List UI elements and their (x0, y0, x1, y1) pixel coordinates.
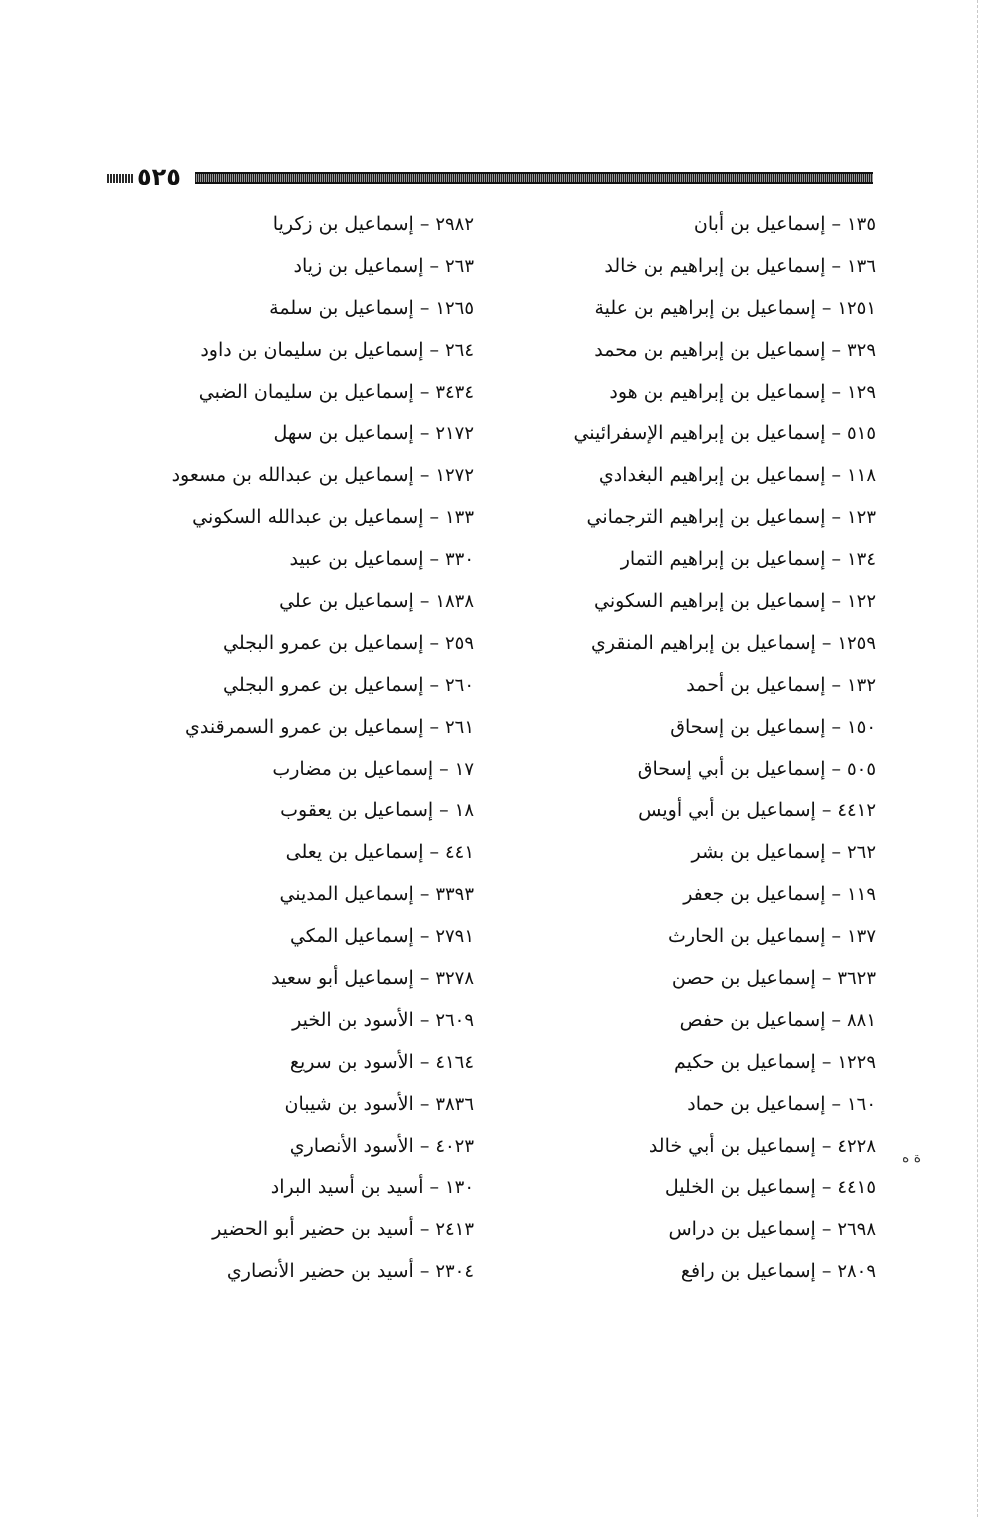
entry-number: ٣٨٣٦ (435, 1093, 474, 1115)
entry-number: ١١٩ (846, 884, 876, 906)
entry-number: ١٨ (454, 800, 474, 822)
entry-dash: – (439, 799, 449, 822)
entry-name: الأسود بن الخير (292, 1008, 414, 1031)
entry-dash: – (419, 1218, 430, 1241)
index-entry (546, 1126, 876, 1168)
entry-name: إسماعيل بن إبراهيم الترجماني (586, 506, 826, 529)
index-entry (546, 372, 876, 414)
entry-number: ٥١٥ (846, 423, 876, 445)
entry-number: ٢٦٢ (846, 842, 876, 864)
entry-name: إسماعيل المديني (279, 883, 414, 906)
entry-number: ١٣٤ (846, 549, 876, 571)
index-entry (546, 455, 876, 497)
index-entry (154, 1000, 474, 1042)
entry-number: ١٣٦ (846, 255, 876, 277)
entry-name: إسماعيل بن أبي أويس (638, 799, 816, 822)
entry-number: ٢٦١ (444, 716, 474, 738)
entry-name: إسماعيل بن إبراهيم السكوني (594, 590, 826, 613)
entry-name: إسماعيل بن أبان (693, 213, 826, 235)
entry-number: ٢٦٠٩ (435, 1009, 474, 1031)
index-entry (546, 413, 876, 455)
entry-name: الأسود الأنصاري (289, 1134, 414, 1157)
entry-dash: – (831, 757, 841, 780)
entry-dash: – (831, 1092, 841, 1115)
index-entry (154, 623, 474, 665)
entry-dash: – (429, 673, 439, 696)
entry-dash: – (429, 1176, 439, 1199)
index-entry (546, 623, 876, 665)
entry-dash: – (419, 380, 430, 403)
entry-dash: – (821, 631, 832, 654)
entry-dash: – (429, 631, 439, 654)
entry-number: ٤٢٢٨ (837, 1135, 876, 1157)
entry-dash: – (831, 548, 841, 571)
index-entry (154, 665, 474, 707)
entry-dash: – (429, 715, 439, 738)
entry-number: ٥٠٥ (846, 758, 876, 780)
index-entry (546, 790, 876, 832)
entry-number: ١٢٦٥ (435, 297, 474, 319)
entry-dash: – (821, 1050, 832, 1073)
entry-name: إسماعيل بن عبيد (289, 548, 424, 571)
entry-name: إسماعيل بن دراس (668, 1218, 816, 1241)
entry-name: إسماعيل بن مضارب (272, 757, 434, 780)
entry-name: إسماعيل بن عبدالله بن مسعود (171, 464, 414, 487)
index-entry (154, 330, 474, 372)
entry-dash: – (419, 1050, 430, 1073)
entry-number: ١٢٩ (846, 381, 876, 403)
entry-number: ٢٨٠٩ (837, 1261, 876, 1283)
entry-name: إسماعيل بن إبراهيم البغدادي (598, 464, 826, 487)
entry-number: ٤٤١ (444, 842, 474, 864)
index-entry (154, 832, 474, 874)
entry-name: إسماعيل بن عمرو السمرقندي (185, 715, 424, 738)
entry-dash: – (419, 1260, 430, 1283)
entry-dash: – (821, 799, 832, 822)
entry-number: ٤١٦٤ (435, 1051, 474, 1073)
entry-name: إسماعيل بن زكريا (272, 213, 414, 235)
entry-number: ٢٩٨٢ (435, 214, 474, 235)
entry-dash: – (419, 422, 430, 445)
index-entry (546, 497, 876, 539)
index-entry (546, 1084, 876, 1126)
entry-dash: – (419, 1092, 430, 1115)
entry-name: الأسود بن شيبان (284, 1092, 414, 1115)
entry-dash: – (831, 254, 841, 277)
index-column-left (154, 204, 474, 1293)
entry-number: ٣٣٠ (444, 549, 474, 571)
entry-number: ١٢٢ (846, 591, 876, 613)
entry-dash: – (821, 1218, 832, 1241)
entry-name: إسماعيل بن إبراهيم الإسفرائيني (573, 422, 826, 445)
entry-dash: – (831, 715, 841, 738)
index-entry (546, 1167, 876, 1209)
index-entry (546, 1209, 876, 1251)
index-entry (154, 790, 474, 832)
entry-number: ١٢٣ (846, 507, 876, 529)
entry-dash: – (429, 506, 439, 529)
entry-number: ١٢٥١ (837, 297, 876, 319)
entry-dash: – (821, 1134, 832, 1157)
entry-name: إسماعيل بن الخليل (664, 1176, 816, 1199)
entry-dash: – (419, 590, 430, 613)
entry-name: إسماعيل بن إسحاق (670, 715, 826, 738)
index-entry (154, 204, 474, 246)
entry-number: ٢٦٩٨ (837, 1219, 876, 1241)
entry-dash: – (419, 925, 430, 948)
entry-number: ٤٤١٥ (837, 1177, 876, 1199)
entry-dash: – (821, 296, 832, 319)
entry-name: أسيد بن أسيد البراد (270, 1176, 424, 1199)
index-entry (154, 916, 474, 958)
index-entry (546, 1042, 876, 1084)
entry-dash: – (419, 1008, 430, 1031)
entry-dash: – (831, 673, 841, 696)
entry-name: إسماعيل بن حكيم (673, 1050, 816, 1073)
entry-number: ١٢٧٢ (435, 465, 474, 487)
entry-name: إسماعيل بن عمرو البجلي (223, 631, 424, 654)
index-entry (546, 330, 876, 372)
index-entry (154, 1209, 474, 1251)
entry-number: ٤٠٢٣ (435, 1135, 474, 1157)
header-ornament (107, 174, 133, 183)
entry-number: ٣٣٩٣ (435, 884, 474, 906)
entry-number: ١٣٣ (444, 507, 474, 529)
index-entry (546, 1251, 876, 1293)
entry-dash: – (831, 841, 841, 864)
index-entry (154, 1126, 474, 1168)
entry-number: ١٢٢٩ (837, 1051, 876, 1073)
entry-dash: – (831, 338, 841, 361)
entry-number: ١٢٥٩ (837, 632, 876, 654)
index-entry (154, 497, 474, 539)
index-entry (546, 874, 876, 916)
entry-name: إسماعيل بن إبراهيم بن خالد (604, 254, 826, 277)
index-entry (546, 204, 876, 246)
entry-dash: – (419, 464, 430, 487)
index-entry (546, 665, 876, 707)
index-entry (546, 246, 876, 288)
entry-dash: – (429, 338, 439, 361)
entry-number: ١١٨ (846, 465, 876, 487)
entry-dash: – (439, 757, 449, 780)
index-entry (154, 581, 474, 623)
entry-number: ١٣٠ (444, 1177, 474, 1199)
entry-number: ٣٤٣٤ (435, 381, 474, 403)
entry-dash: – (419, 883, 430, 906)
entry-dash: – (831, 464, 841, 487)
entry-name: إسماعيل بن أبي إسحاق (637, 757, 826, 780)
entry-name: إسماعيل بن سهل (273, 422, 414, 445)
entry-number: ٢٦٣ (444, 255, 474, 277)
entry-number: ١٣٧ (846, 926, 876, 948)
entry-name: إسماعيل بن إبراهيم المنقري (591, 631, 816, 654)
entry-number: ٢١٧٢ (435, 423, 474, 445)
entry-number: ١٣٢ (846, 674, 876, 696)
entry-name: إسماعيل بن حصن (671, 967, 816, 990)
entry-name: إسماعيل بن سلمة (269, 296, 414, 319)
page-header (107, 163, 873, 191)
entry-name: إسماعيل بن إبراهيم بن هود (609, 380, 826, 403)
index-entry (546, 581, 876, 623)
entry-name: إسماعيل المكي (289, 925, 414, 948)
entry-number: ٣٦٢٣ (837, 968, 876, 990)
entry-dash: – (821, 1260, 832, 1283)
entry-dash: – (429, 841, 439, 864)
entry-dash: – (831, 883, 841, 906)
entry-name: إسماعيل بن رافع (680, 1260, 816, 1283)
page-number: ٥٢٥ (137, 163, 181, 191)
index-entry (154, 874, 474, 916)
page-edge (977, 0, 978, 1517)
index-entry (154, 455, 474, 497)
index-entry (154, 288, 474, 330)
index-entry (546, 749, 876, 791)
entry-name: إسماعيل أبو سعيد (271, 967, 414, 990)
entry-number: ٣٢٩ (846, 339, 876, 361)
index-entry (546, 707, 876, 749)
entry-dash: – (419, 296, 430, 319)
entry-dash: – (831, 506, 841, 529)
entry-name: الأسود بن سريع (289, 1050, 414, 1073)
index-entry (154, 539, 474, 581)
entry-number: ١٧ (454, 758, 474, 780)
entry-name: إسماعيل بن سليمان بن داود (200, 338, 424, 361)
entry-number: ٢٥٩ (444, 632, 474, 654)
index-entry (154, 246, 474, 288)
entry-name: إسماعيل بن حماد (687, 1092, 826, 1115)
index-entry (154, 1042, 474, 1084)
entry-dash: – (831, 1008, 841, 1031)
entry-number: ٨٨١ (846, 1009, 876, 1031)
entry-name: إسماعيل بن إبراهيم بن علية (594, 296, 816, 319)
index-entry (154, 958, 474, 1000)
entry-number: ١٦٠ (846, 1093, 876, 1115)
entry-number: ٤٤١٢ (837, 800, 876, 822)
header-rule (195, 172, 873, 184)
index-entry (154, 707, 474, 749)
entry-name: إسماعيل بن زياد (293, 254, 424, 277)
entry-name: إسماعيل بن الحارث (668, 925, 826, 948)
entry-name: إسماعيل بن إبراهيم التمار (620, 548, 826, 571)
index-entry (154, 413, 474, 455)
entry-name: إسماعيل بن أبي خالد (648, 1134, 816, 1157)
entry-name: إسماعيل بن إبراهيم بن محمد (594, 338, 826, 361)
entry-dash: – (419, 213, 430, 235)
index-entry (154, 1251, 474, 1293)
entry-name: إسماعيل بن علي (279, 590, 414, 613)
entry-name: إسماعيل بن يعلى (285, 841, 424, 864)
entry-number: ١٣٥ (846, 214, 876, 235)
entry-number: ١٥٠ (846, 716, 876, 738)
margin-note: ة ه (902, 1150, 922, 1166)
entry-name: إسماعيل بن عبدالله السكوني (192, 506, 424, 529)
entry-name: إسماعيل بن سليمان الضبي (198, 380, 414, 403)
index-entry (546, 288, 876, 330)
entry-dash: – (831, 925, 841, 948)
entry-dash: – (419, 1134, 430, 1157)
entry-dash: – (419, 967, 430, 990)
entry-dash: – (821, 1176, 832, 1199)
index-entry (154, 749, 474, 791)
entry-number: ١٨٣٨ (435, 591, 474, 613)
entry-dash: – (429, 254, 439, 277)
entry-name: إسماعيل بن جعفر (683, 883, 826, 906)
entry-dash: – (429, 548, 439, 571)
index-entry (546, 958, 876, 1000)
entry-number: ٣٢٧٨ (435, 968, 474, 990)
entry-name: إسماعيل بن أحمد (686, 673, 826, 696)
index-entry (546, 832, 876, 874)
index-entry (546, 1000, 876, 1042)
entry-name: أسيد بن حضير الأنصاري (226, 1260, 414, 1283)
index-entry (154, 372, 474, 414)
entry-dash: – (831, 380, 841, 403)
entry-name: إسماعيل بن بشر (691, 841, 826, 864)
index-entry (154, 1084, 474, 1126)
entry-name: إسماعيل بن عمرو البجلي (223, 673, 424, 696)
index-entry (154, 1167, 474, 1209)
entry-dash: – (831, 590, 841, 613)
entry-number: ٢٤١٣ (435, 1219, 474, 1241)
entry-name: إسماعيل بن حفص (679, 1008, 826, 1031)
index-entry (546, 916, 876, 958)
entry-dash: – (831, 213, 841, 235)
index-entry (546, 539, 876, 581)
entry-dash: – (831, 422, 841, 445)
entry-name: أسيد بن حضير أبو الحضير (212, 1218, 414, 1241)
index-column-right (546, 204, 876, 1293)
entry-name: إسماعيل بن يعقوب (280, 799, 434, 822)
entry-number: ٢٦٠ (444, 674, 474, 696)
entry-dash: – (821, 967, 832, 990)
entry-number: ٢٦٤ (444, 339, 474, 361)
entry-number: ٢٣٠٤ (435, 1261, 474, 1283)
entry-number: ٢٧٩١ (435, 926, 474, 948)
